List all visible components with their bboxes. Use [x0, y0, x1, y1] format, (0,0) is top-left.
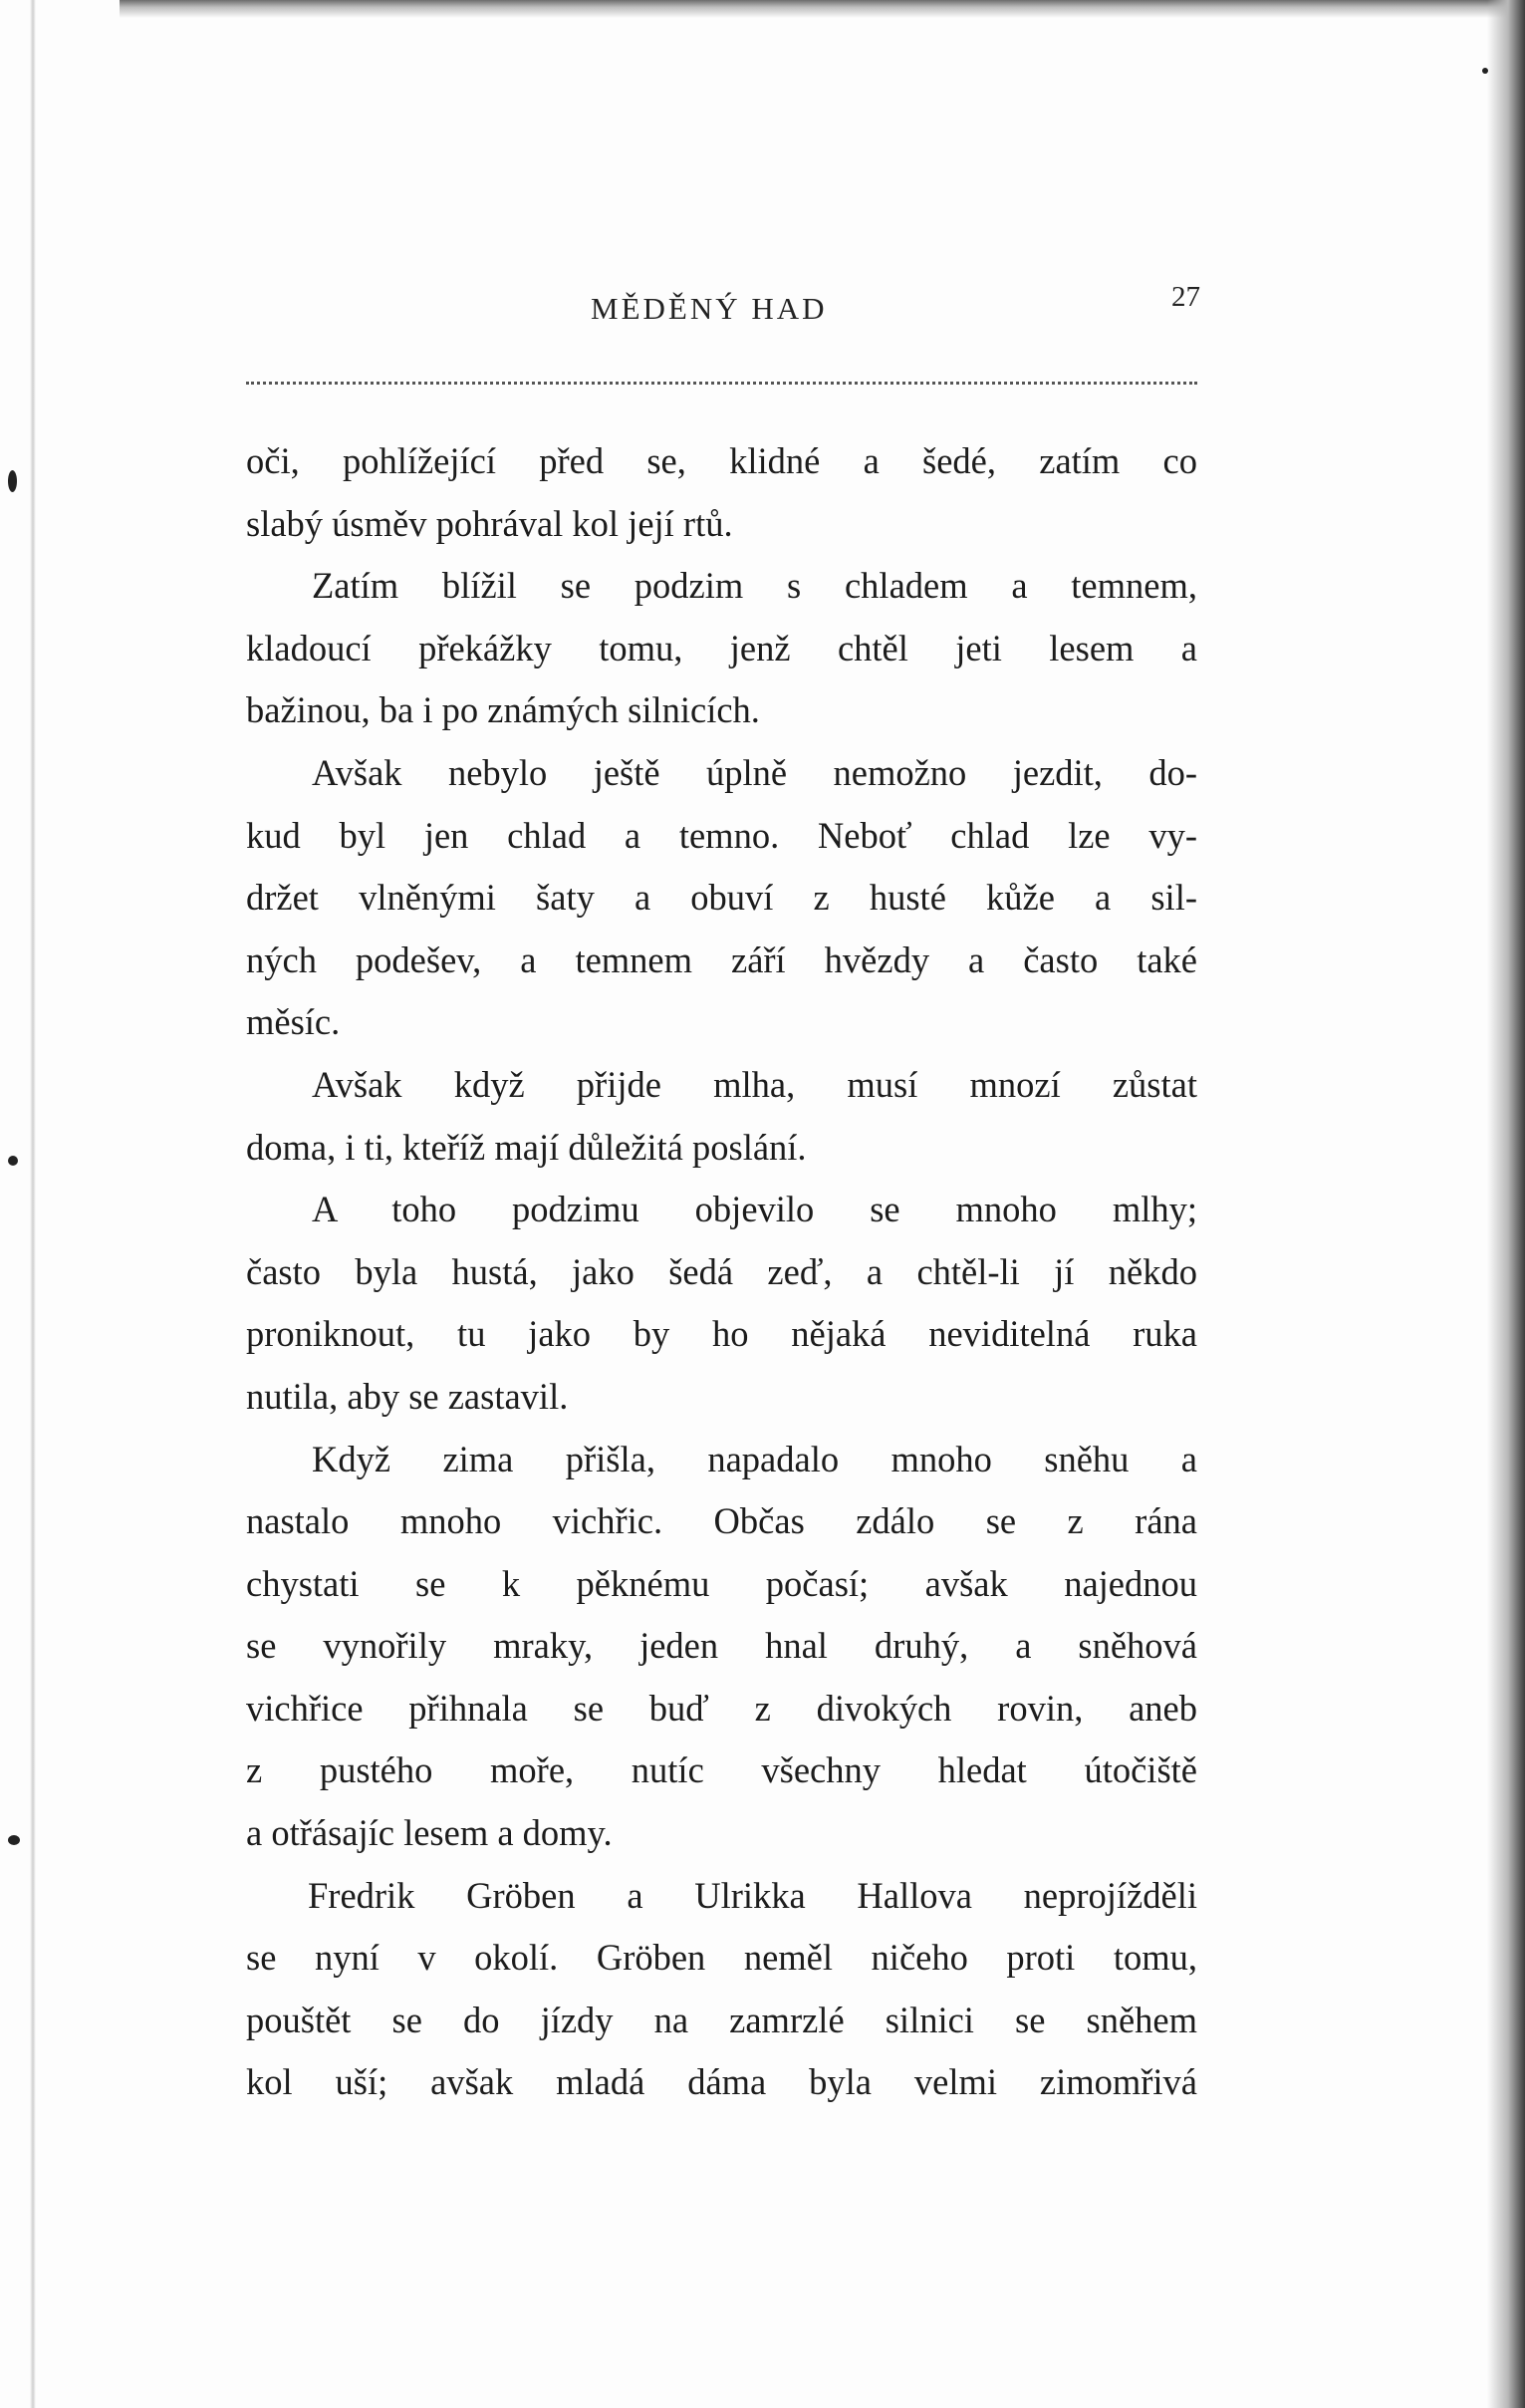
text-line: nutila, aby se zastavil.	[246, 1375, 569, 1417]
text-line: pouštět se do jízdy na zamrzlé silnici se sněhem	[246, 1999, 1197, 2040]
scan-speck	[8, 1156, 18, 1166]
text-line: se nyní v okolí. Gröben neměl ničeho proti tomu,	[246, 1937, 1197, 1979]
scan-edge-right	[1487, 0, 1525, 2408]
text-line: kladoucí překážky tomu, jenž chtěl jeti lesem a	[246, 627, 1197, 669]
text-line: bažinou, ba i po známých silnicích.	[246, 689, 760, 731]
text-line: A toho podzimu objevilo se mnoho mlhy;	[312, 1189, 1197, 1230]
scan-edge-left	[30, 0, 36, 2408]
scan-speck	[8, 470, 17, 492]
text-line: Avšak nebylo ještě úplně nemožno jezdit, do-	[312, 751, 1197, 793]
running-header	[244, 281, 1200, 341]
text-line: Když zima přišla, napadalo mnoho sněhu a	[312, 1438, 1197, 1479]
text-line: Zatím blížil se podzim s chladem a temnem,	[312, 565, 1197, 607]
text-line: kud byl jen chlad a temno. Neboť chlad lze vy-	[246, 814, 1197, 856]
text-line: slabý úsměv pohrával kol její rtů.	[246, 502, 733, 544]
body-text	[246, 430, 1197, 2114]
text-line: Avšak když přijde mlha, musí mnozí zůstat	[312, 1063, 1197, 1105]
page-number: 27	[1171, 281, 1200, 313]
running-title: MĚDĚNÝ HAD	[591, 291, 828, 326]
text-line: Fredrik Gröben a Ulrikka Hallova neprojížděli	[308, 1874, 1197, 1916]
text-line: proniknout, tu jako by ho nějaká neviditelná ruka	[246, 1313, 1197, 1355]
text-line: často byla hustá, jako šedá zeď, a chtěl-li jí někdo	[246, 1250, 1197, 1292]
text-line: se vynořily mraky, jeden hnal druhý, a sněhová	[246, 1625, 1197, 1667]
text-line: z pustého moře, nutíc všechny hledat útočiště	[246, 1749, 1197, 1791]
text-line: ných podešev, a temnem září hvězdy a často také	[246, 938, 1197, 980]
text-line: doma, i ti, kteříž mají důležitá poslání.	[246, 1126, 807, 1168]
text-line: a otřásajíc lesem a domy.	[246, 1812, 613, 1854]
text-line: oči, pohlížející před se, klidné a šedé, zatím co	[246, 440, 1197, 481]
text-line: vichřice přihnala se buď z divokých rovin, aneb	[246, 1687, 1197, 1729]
text-line: držet vlněnými šaty a obuví z husté kůže a sil-	[246, 877, 1197, 919]
scan-speck	[1482, 68, 1488, 74]
scan-edge-top	[120, 0, 1525, 18]
header-rule	[246, 382, 1197, 385]
text-line: nastalo mnoho vichřic. Občas zdálo se z rána	[246, 1500, 1197, 1542]
scan-speck	[8, 1835, 20, 1845]
text-line: měsíc.	[246, 1001, 341, 1043]
text-line: chystati se k pěknému počasí; avšak najednou	[246, 1562, 1197, 1604]
text-line: kol uší; avšak mladá dáma byla velmi zimomřivá	[246, 2061, 1197, 2103]
